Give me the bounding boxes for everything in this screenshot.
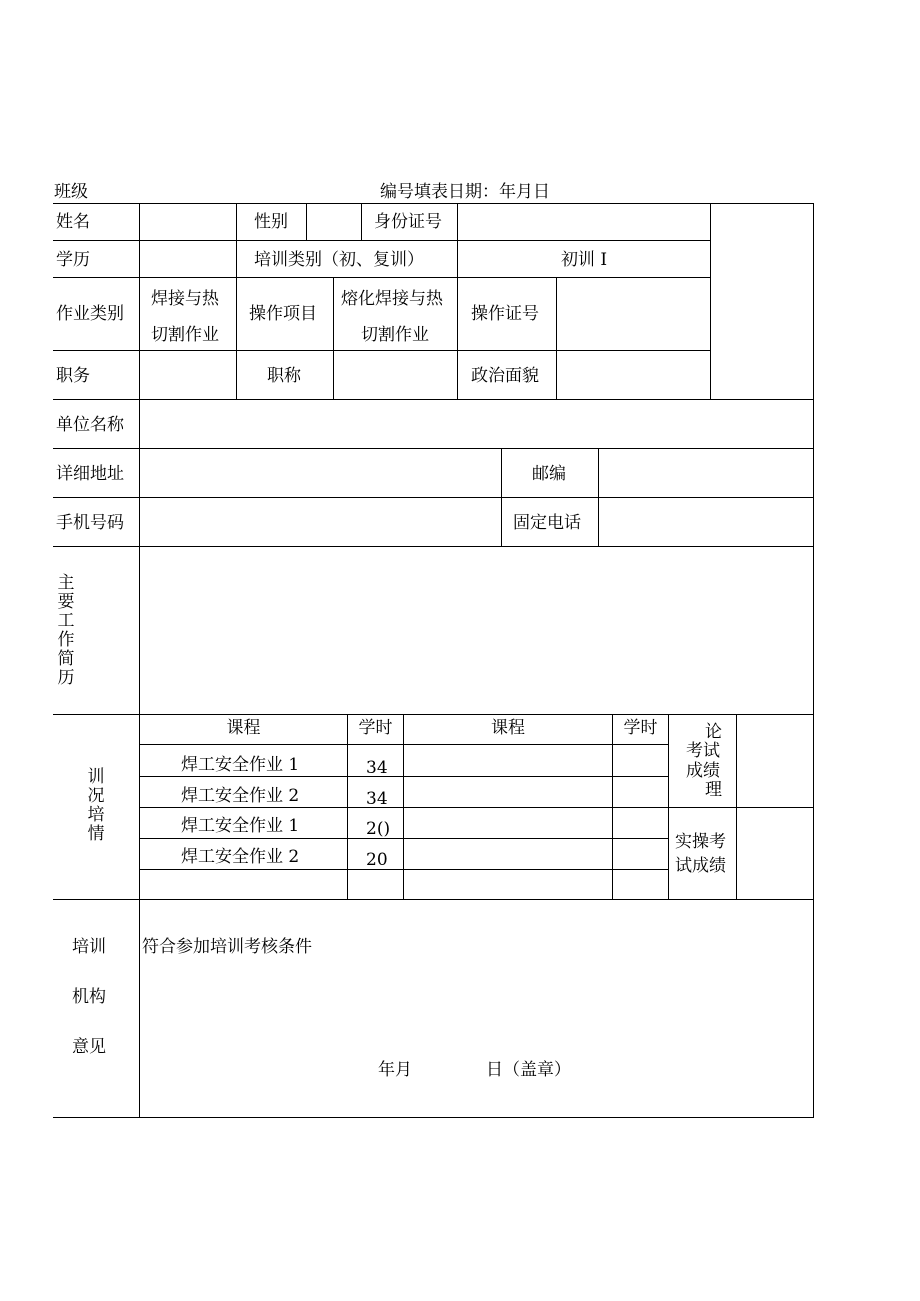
political-status-label: 政治面貌 xyxy=(471,366,539,386)
course-hours: 2() xyxy=(366,819,391,839)
grid-line xyxy=(53,240,710,241)
grid-line xyxy=(53,899,814,900)
address-label: 详细地址 xyxy=(56,464,124,484)
phone-label: 固定电话 xyxy=(513,513,581,533)
resume-label: 主要工作简历 xyxy=(57,573,75,688)
border-right xyxy=(813,203,814,1118)
grid-line xyxy=(53,399,814,400)
company-name-label: 单位名称 xyxy=(56,415,124,435)
grid-line xyxy=(598,448,599,547)
grid-line xyxy=(53,546,814,547)
opinion-text: 符合参加培训考核条件 xyxy=(142,937,312,957)
operation-item-label: 操作项目 xyxy=(249,304,317,324)
grid-line xyxy=(236,277,237,400)
practical-label-1: 实操考 xyxy=(675,832,726,852)
hours-header: 学时 xyxy=(358,718,393,738)
education-label: 学历 xyxy=(56,250,90,270)
border-top xyxy=(53,203,814,204)
grid-line xyxy=(556,277,557,400)
course-hours: 20 xyxy=(366,850,388,870)
theory-label-mid: 考试 xyxy=(686,741,720,761)
grid-line xyxy=(612,714,613,900)
opinion-date-year-month: 年月 xyxy=(378,1060,412,1080)
grid-line xyxy=(53,448,814,449)
opinion-date-day-seal: 日（盖章） xyxy=(486,1060,571,1080)
opinion-label-3: 意见 xyxy=(72,1037,106,1057)
hours-header-2: 学时 xyxy=(623,718,658,738)
cert-number-label: 操作证号 xyxy=(471,304,539,324)
course-name: 焊工安全作业 1 xyxy=(181,816,300,836)
grid-line xyxy=(139,776,669,777)
grid-line xyxy=(710,203,711,400)
theory-label-mid2: 成绩 xyxy=(686,761,720,781)
practical-label-2: 试成绩 xyxy=(675,856,726,876)
job-category-value-1: 焊接与热 xyxy=(151,289,219,309)
job-category-label: 作业类别 xyxy=(56,304,124,324)
grid-line xyxy=(457,203,458,400)
course-header: 课程 xyxy=(226,718,261,738)
training-side-label: 训况培情 xyxy=(87,767,105,844)
operation-item-value-1: 熔化焊接与热 xyxy=(341,289,443,309)
name-label: 姓名 xyxy=(56,212,90,232)
theory-label-bottom: 理 xyxy=(705,780,722,800)
course-hours: 34 xyxy=(366,758,388,778)
course-name: 焊工安全作业 2 xyxy=(181,786,300,806)
opinion-label-1: 培训 xyxy=(72,937,106,957)
grid-line xyxy=(53,714,814,715)
opinion-label-2: 机构 xyxy=(72,987,106,1007)
grid-line xyxy=(501,448,502,547)
grid-line xyxy=(236,203,237,278)
grid-line xyxy=(139,807,814,808)
grid-line xyxy=(333,277,334,400)
postcode-label: 邮编 xyxy=(532,464,566,484)
grid-line xyxy=(139,203,140,1118)
grid-line xyxy=(53,350,710,351)
operation-item-value-2: 切割作业 xyxy=(361,325,429,345)
grid-line xyxy=(736,714,737,900)
title-label: 职称 xyxy=(267,366,301,386)
gender-label: 性别 xyxy=(254,212,288,232)
training-type-value: 初训 I xyxy=(560,250,608,270)
job-category-value-2: 切割作业 xyxy=(151,325,219,345)
grid-line xyxy=(139,869,669,870)
grid-line xyxy=(347,714,348,900)
grid-line xyxy=(306,203,307,241)
grid-line xyxy=(53,497,814,498)
id-number-label: 身份证号 xyxy=(374,212,442,232)
grid-line xyxy=(139,744,669,745)
border-bottom xyxy=(53,1117,814,1118)
number-date-label: 编号填表日期：年月日 xyxy=(380,182,550,202)
course-name: 焊工安全作业 2 xyxy=(181,847,300,867)
theory-label-top: 论 xyxy=(705,722,722,742)
course-hours: 34 xyxy=(366,789,388,809)
grid-line xyxy=(668,714,669,900)
grid-line xyxy=(139,838,669,839)
course-name: 焊工安全作业 1 xyxy=(181,755,300,775)
position-label: 职务 xyxy=(56,366,90,386)
mobile-label: 手机号码 xyxy=(56,513,124,533)
grid-line xyxy=(403,714,404,900)
class-label: 班级 xyxy=(54,182,88,202)
grid-line xyxy=(53,277,710,278)
training-type-label: 培训类别（初、复训） xyxy=(254,250,424,270)
course-header-2: 课程 xyxy=(491,718,525,738)
grid-line xyxy=(361,203,362,241)
